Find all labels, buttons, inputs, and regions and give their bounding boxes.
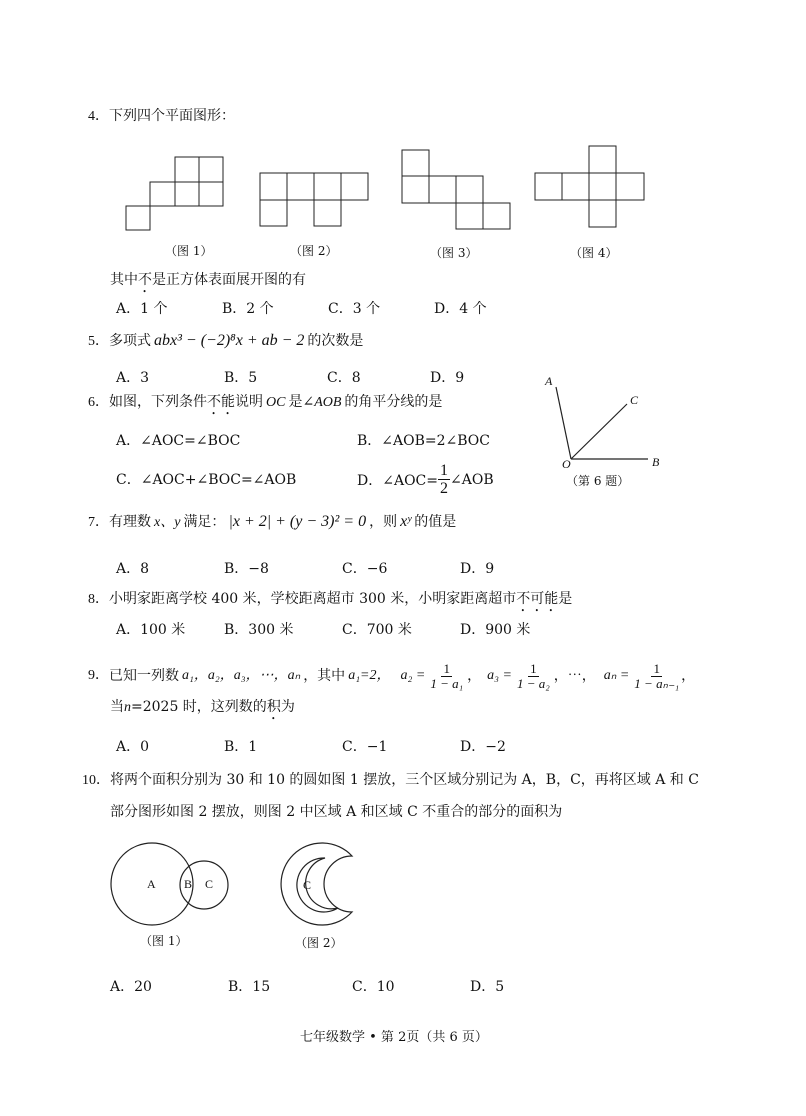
q4-option-b[interactable]: B．2 个	[222, 301, 274, 317]
q6-label-b: B	[652, 455, 660, 469]
q7-stem: 7．有理数 x、y 满足： |x + 2| + (y − 3)² = 0 ，则 xʸ 的值是	[88, 513, 457, 530]
q5-option-a[interactable]: A．3	[116, 370, 150, 386]
q6-stem: 6．如图，下列条件不能说明 OC 是∠AOB 的角平分线的是	[88, 394, 443, 410]
q9-line2: 当n=2025 时，这列数的积为	[110, 699, 295, 715]
q4-stem: 4．下列四个平面图形：	[88, 108, 235, 124]
q6-option-a[interactable]: A．∠AOC=∠BOC	[116, 433, 241, 449]
q5-option-d[interactable]: D．9	[430, 370, 465, 386]
q6-option-d[interactable]: D．∠AOC= $\frac{1}{2}$ ∠AOB	[357, 462, 494, 497]
q4-caption-1: （图 1）	[165, 244, 213, 258]
q10-caption-1: （图 1）	[140, 934, 188, 948]
q7-option-c[interactable]: C．−6	[342, 561, 388, 577]
q7-option-a[interactable]: A．8	[116, 561, 150, 577]
page-footer: 七年级数学 • 第 2页（共 6 页）	[300, 1030, 488, 1045]
q10-line2: 部分图形如图 2 摆放，则图 2 中区域 A 和区域 C 不重合的部分的面积为	[110, 804, 563, 820]
q6-option-c[interactable]: C．∠AOC+∠BOC=∠AOB	[116, 472, 297, 488]
q4-option-c[interactable]: C．3 个	[328, 301, 381, 317]
q9-option-a[interactable]: A．0	[116, 739, 150, 755]
q6-option-d-fraction: $\frac{1}{2}$	[440, 462, 448, 497]
q10-fig1-label-c: C	[205, 877, 214, 891]
q10-caption-2: （图 2）	[295, 936, 343, 950]
q9-option-d[interactable]: D．−2	[460, 739, 506, 755]
q8-option-c[interactable]: C．700 米	[342, 622, 412, 638]
q4-option-a[interactable]: A．1 个	[116, 301, 168, 317]
q7-option-b[interactable]: B．−8	[224, 561, 269, 577]
q8-option-a[interactable]: A．100 米	[116, 622, 186, 638]
q6-option-b[interactable]: B．∠AOB=2∠BOC	[357, 433, 490, 449]
q10-fig1-label-b: B	[184, 877, 193, 891]
q5-stem: 5．多项式 abx³ − (−2)⁸x + ab − 2 的次数是	[88, 332, 364, 349]
q9-stem: 9． 已知一列数 a₁，a₂，a₃，⋯，aₙ ，其中 a₁=2， a₂ = $\frac{1}{\text{1 − a₁}}$ ， a₃ = $\frac{1}{\text{1 − a₂}}$ ，⋯， aₙ = $\frac{1}{\text{1 − aₙ₋₁}}$ ，	[88, 660, 696, 691]
q10-line1: 10．将两个面积分别为 30 和 10 的圆如图 1 摆放，三个区域分别记为 A，B，C，再将区域 A 和 C	[82, 772, 699, 788]
q10-fig1-label-a: A	[147, 877, 156, 891]
q4-caption-2: （图 2）	[290, 244, 338, 258]
q8-option-d[interactable]: D．900 米	[460, 622, 531, 638]
q8-option-b[interactable]: B．300 米	[224, 622, 294, 638]
q10-option-b[interactable]: B．15	[228, 979, 271, 995]
q9-a3-fraction: $\frac{1}{\text{1 − a₂}}$	[516, 660, 550, 691]
q4-follow: 其中不是正方体表面展开图的有	[110, 272, 306, 288]
q4-option-d[interactable]: D．4 个	[434, 301, 487, 317]
q10-figure-2	[281, 843, 352, 925]
q5-option-c[interactable]: C．8	[327, 370, 361, 386]
q6-caption: （第 6 题）	[566, 474, 630, 488]
q4-caption-4: （图 4）	[570, 246, 618, 260]
q6-label-a: A	[545, 374, 553, 388]
q9-an-fraction: $\frac{1}{\text{1 − aₙ₋₁}}$	[634, 660, 680, 691]
q9-option-c[interactable]: C．−1	[342, 739, 388, 755]
q6-label-c: C	[630, 393, 639, 407]
q9-option-b[interactable]: B．1	[224, 739, 258, 755]
q7-option-d[interactable]: D．9	[460, 561, 495, 577]
q5-option-b[interactable]: B．5	[224, 370, 258, 386]
q8-stem: 8．小明家距离学校 400 米，学校距离超市 300 米，小明家距离超市不可能是	[88, 591, 573, 607]
q10-option-a[interactable]: A．20	[110, 979, 152, 995]
q6-label-o: O	[562, 457, 571, 471]
q4-caption-3: （图 3）	[430, 246, 478, 260]
q10-option-c[interactable]: C．10	[352, 979, 395, 995]
q10-option-d[interactable]: D．5	[470, 979, 505, 995]
q10-fig2-label-c: C	[303, 878, 312, 892]
q9-a2-fraction: $\frac{1}{\text{1 − a₁}}$	[430, 660, 464, 691]
